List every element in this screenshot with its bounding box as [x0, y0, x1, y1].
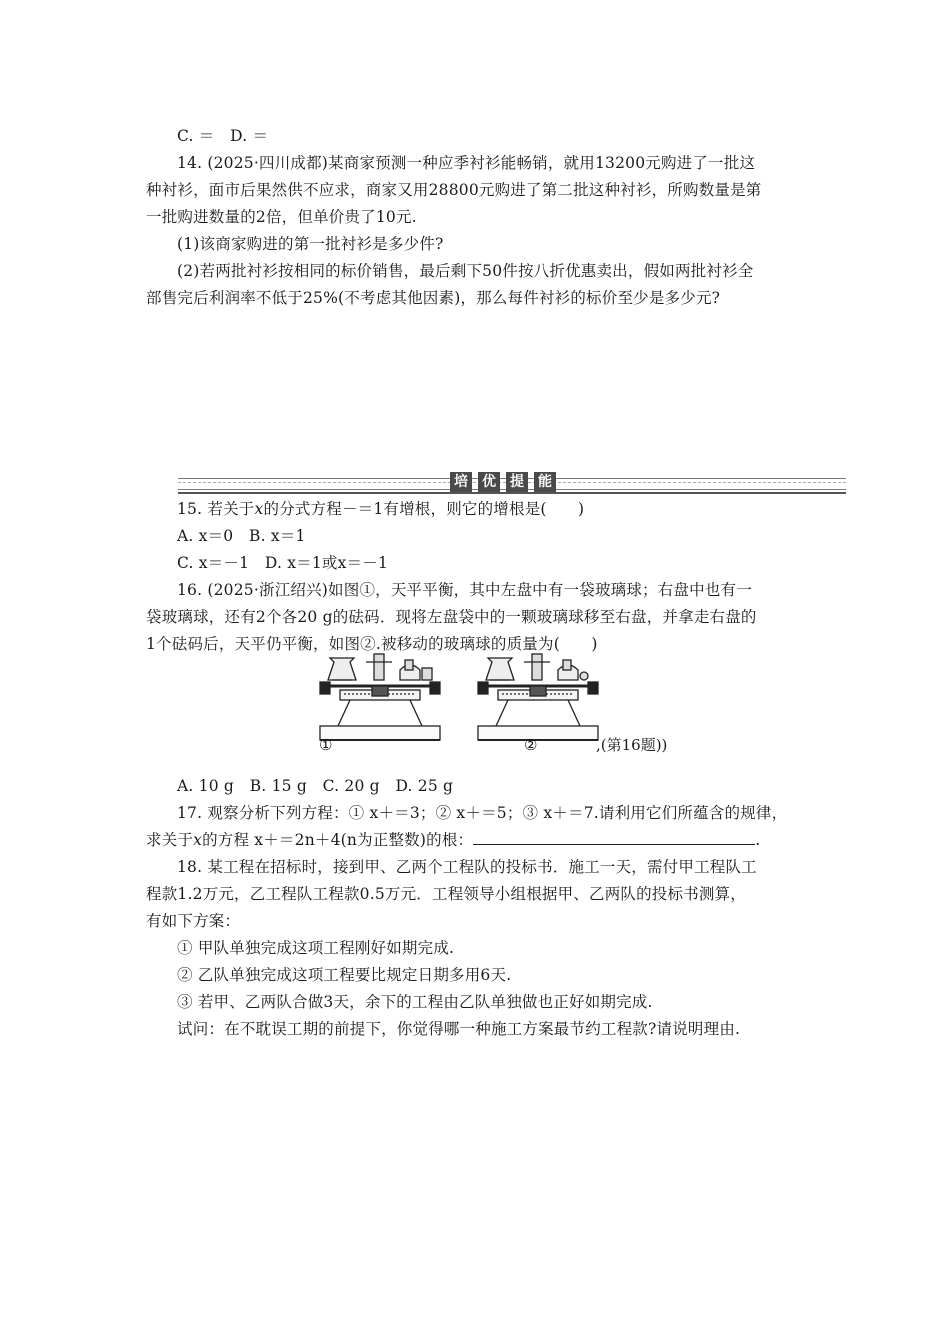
figure-2-label: ② — [524, 736, 538, 754]
q18-question: 试问：在不耽误工期的前提下，你觉得哪一种施工方案最节约工程款?请说明理由. — [177, 1020, 741, 1038]
answer-blank — [473, 830, 755, 845]
q16-line-3: 1个砝码后，天平仍平衡，如图②.被移动的玻璃球的质量为( ) — [146, 635, 598, 653]
q15-stem: 15. 若关于x的分式方程－＝1有增根，则它的增根是( ) — [177, 500, 585, 518]
q15-options-a-b: A. x＝0 B. x＝1 — [177, 527, 306, 545]
q18-plan-2: ② 乙队单独完成这项工程要比规定日期多用6天. — [177, 966, 512, 984]
section-title-char: 能 — [534, 472, 556, 492]
section-divider — [178, 472, 846, 496]
figure-caption: ,(第16题)) — [596, 736, 668, 754]
section-title-char: 提 — [506, 472, 528, 492]
q14-sub-2-line-2: 部售完后利润率不低于25%(不考虑其他因素)，那么每件衬衫的标价至少是多少元? — [146, 289, 721, 307]
figure-1-label: ① — [319, 736, 333, 754]
section-title — [450, 472, 556, 494]
q17-line-1: 17. 观察分析下列方程：① x＋＝3；② x＋＝5；③ x＋＝7.请利用它们所蕴含的规律， — [177, 804, 788, 822]
q14-line-1: 14. (2025·四川成都)某商家预测一种应季衬衫能畅销，就用13200元购进了一批这 — [177, 154, 756, 172]
q16-options: A. 10 g B. 15 g C. 20 g D. 25 g — [177, 777, 454, 795]
q18-line-3: 有如下方案： — [146, 912, 241, 930]
section-title-char: 优 — [478, 472, 500, 492]
q14-line-3: 一批购进数量的2倍，但单价贵了10元. — [146, 208, 417, 226]
q18-line-1: 18. 某工程在招标时，接到甲、乙两个工程队的投标书．施工一天，需付甲工程队工 — [177, 858, 757, 876]
q15-options-c-d: C. x＝－1 D. x＝1或x＝－1 — [177, 554, 388, 572]
section-title-char: 培 — [450, 472, 472, 492]
q18-plan-3: ③ 若甲、乙两队合做3天，余下的工程由乙队单独做也正好如期完成. — [177, 993, 653, 1011]
q17-line-2: 求关于x的方程 x＋＝2n＋4(n为正整数)的根： . — [146, 831, 761, 849]
q14-sub-1: (1)该商家购进的第一批衬衫是多少件? — [177, 235, 444, 253]
q14-line-2: 种衬衫，面市后果然供不应求，商家又用28800元购进了第二批这种衬衫，所购数量是第 — [146, 181, 762, 199]
q16-line-1: 16. (2025·浙江绍兴)如图①，天平平衡，其中左盘中有一袋玻璃球；右盘中也有一 — [177, 581, 752, 599]
q18-plan-1: ① 甲队单独完成这项工程刚好如期完成. — [177, 939, 455, 957]
options-line-c-d: C. ＝ D. ＝ — [177, 127, 269, 145]
q16-line-2: 袋玻璃球，还有2个各20 g的砝码．现将左盘袋中的一颗玻璃球移至右盘，并拿走右盘的 — [146, 608, 757, 626]
q14-sub-2-line-1: (2)若两批衬衫按相同的标价销售，最后剩下50件按八折优惠卖出，假如两批衬衫全 — [177, 262, 754, 280]
q18-line-2: 程款1.2万元，乙工程队工程款0.5万元．工程领导小组根据甲、乙两队的投标书测算， — [146, 885, 747, 903]
balance-scale-figure-2 — [468, 650, 608, 750]
